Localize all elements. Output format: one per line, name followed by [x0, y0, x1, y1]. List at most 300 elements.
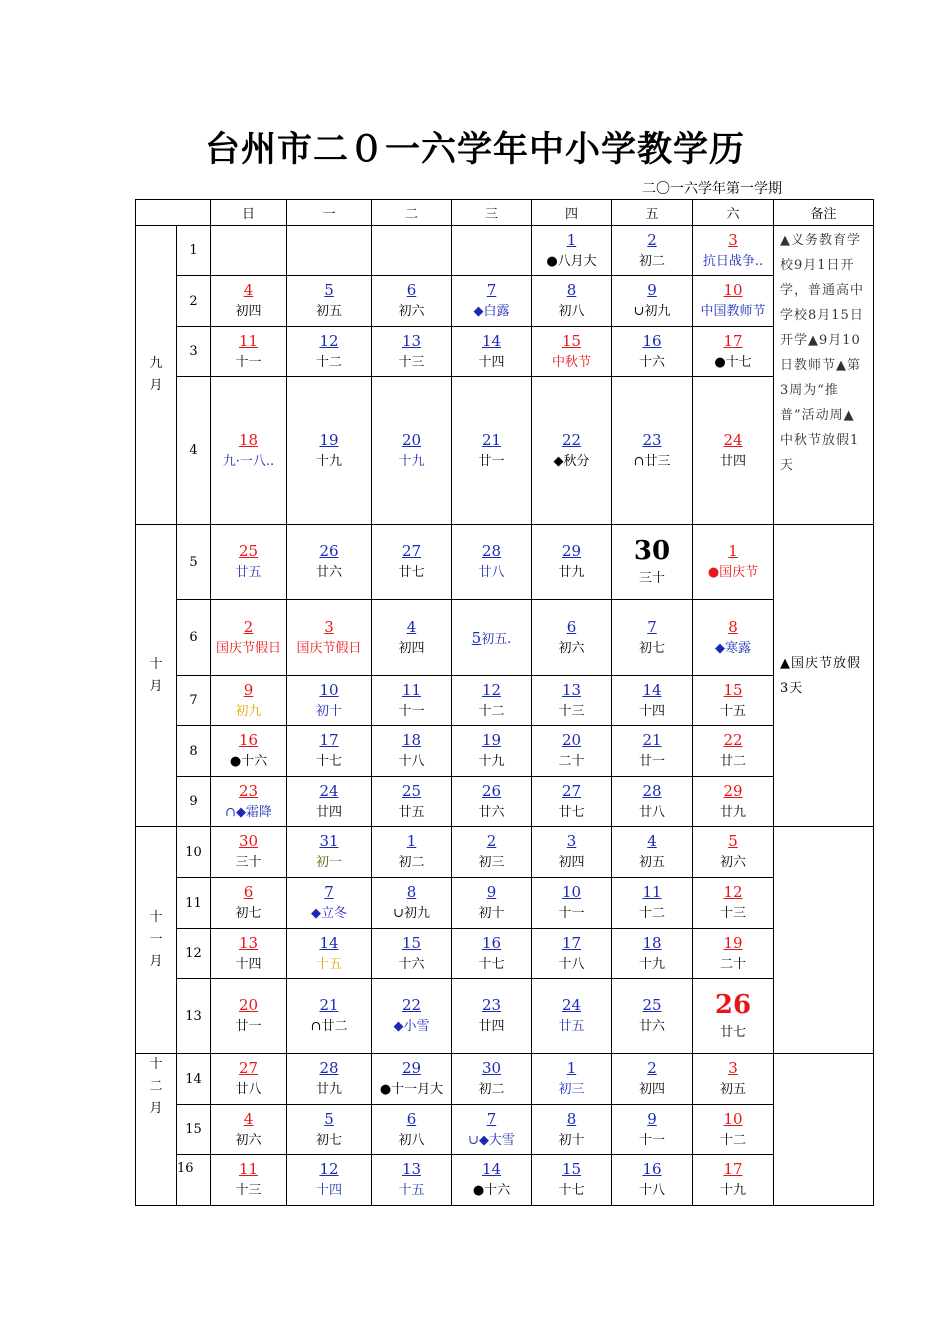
- day-cell[interactable]: [532, 929, 612, 979]
- date-number[interactable]: 9: [243, 680, 254, 699]
- lunar-date: 初十: [478, 906, 505, 921]
- date-number[interactable]: 31: [319, 832, 339, 850]
- date-number[interactable]: 3: [728, 1059, 738, 1077]
- lunar-date: 十二: [315, 354, 342, 370]
- lunar-date: 廿七: [719, 1025, 746, 1040]
- header-row: [136, 200, 874, 226]
- date-number[interactable]: 2: [647, 1059, 657, 1077]
- date-number[interactable]: 16: [642, 331, 662, 350]
- day-cell[interactable]: [452, 827, 532, 878]
- week-number: 1: [177, 226, 211, 276]
- lunar-date: 十八: [398, 754, 425, 769]
- day-cell[interactable]: [372, 377, 452, 525]
- date-number[interactable]: 24: [723, 430, 743, 449]
- day-cell[interactable]: [211, 777, 287, 827]
- weekday-header: 四: [532, 200, 612, 226]
- day-cell[interactable]: [372, 525, 452, 600]
- day-cell[interactable]: [612, 929, 693, 979]
- day-cell[interactable]: [532, 979, 612, 1054]
- day-cell[interactable]: [693, 979, 774, 1054]
- week-number: 4: [177, 377, 211, 525]
- date-number[interactable]: 5: [471, 629, 482, 647]
- day-cell[interactable]: [452, 726, 532, 777]
- date-number[interactable]: 20: [561, 731, 582, 749]
- day-cell[interactable]: [532, 676, 612, 726]
- lunar-date: 初九: [235, 703, 262, 719]
- day-cell[interactable]: [287, 979, 372, 1054]
- day-cell[interactable]: [532, 1155, 612, 1206]
- day-cell[interactable]: [693, 676, 774, 726]
- lunar-date: 十八: [558, 956, 585, 972]
- week-number: 8: [177, 726, 211, 777]
- date-number[interactable]: 14: [481, 1160, 502, 1178]
- date-number[interactable]: 23: [642, 430, 662, 449]
- day-cell[interactable]: [287, 878, 372, 929]
- notes-header: 备注: [774, 200, 874, 226]
- day-cell[interactable]: [612, 600, 693, 676]
- lunar-date: 十六: [638, 354, 665, 370]
- lunar-date: 十九: [638, 956, 665, 972]
- lunar-date: 十一: [398, 703, 425, 719]
- day-cell[interactable]: [287, 726, 372, 777]
- weekday-header: 日: [211, 200, 287, 226]
- date-number[interactable]: 19: [723, 933, 743, 952]
- date-number[interactable]: 21: [642, 731, 662, 749]
- day-cell[interactable]: [211, 929, 287, 979]
- notes-cell: [774, 827, 874, 1054]
- day-cell[interactable]: [211, 726, 287, 777]
- date-number[interactable]: 25: [401, 781, 422, 800]
- lunar-date: ◆秋分: [553, 453, 590, 469]
- lunar-date: 国庆节假日: [215, 640, 281, 656]
- date-number[interactable]: 13: [561, 680, 582, 699]
- date-number[interactable]: 4: [243, 281, 254, 299]
- day-cell[interactable]: [452, 878, 532, 929]
- date-number[interactable]: 24: [319, 781, 339, 800]
- date-number[interactable]: 14: [319, 933, 339, 952]
- date-number[interactable]: 10: [561, 883, 582, 901]
- date-number[interactable]: 5: [324, 1109, 334, 1128]
- date-number[interactable]: 23: [238, 781, 259, 800]
- date-number[interactable]: 8: [406, 883, 417, 901]
- day-cell[interactable]: [532, 525, 612, 600]
- day-cell[interactable]: [612, 979, 693, 1054]
- lunar-date: ◆小雪: [393, 1019, 430, 1034]
- date-number[interactable]: 15: [561, 331, 582, 350]
- date-number[interactable]: 8: [728, 617, 738, 636]
- date-number[interactable]: 3: [324, 617, 334, 636]
- day-cell[interactable]: [452, 525, 532, 600]
- lunar-date: 十七: [315, 754, 342, 769]
- date-number[interactable]: 1: [566, 230, 577, 249]
- date-number[interactable]: 17: [561, 933, 582, 952]
- date-number[interactable]: 9: [486, 883, 497, 901]
- date-number[interactable]: 14: [481, 331, 502, 350]
- date-number[interactable]: 17: [723, 1160, 743, 1178]
- month-label: 十 二 月: [136, 1054, 177, 1206]
- day-cell[interactable]: [372, 1054, 452, 1105]
- date-number[interactable]: 20: [401, 430, 422, 449]
- week-number: 10: [177, 827, 211, 878]
- date-number[interactable]: 10: [319, 680, 339, 699]
- date-number[interactable]: 28: [481, 542, 502, 560]
- day-cell[interactable]: [372, 777, 452, 827]
- week-number: 15: [177, 1105, 211, 1155]
- semester-label: 二〇一六学年第一学期: [642, 181, 782, 197]
- lunar-date: ∩廿二: [310, 1019, 348, 1034]
- day-cell[interactable]: [612, 276, 693, 327]
- lunar-date: 廿六: [478, 804, 505, 820]
- lunar-date: 廿八: [478, 565, 505, 580]
- day-cell: [211, 226, 287, 276]
- lunar-date: ∪初九: [393, 906, 430, 921]
- day-cell[interactable]: [372, 878, 452, 929]
- date-number[interactable]: 10: [723, 281, 743, 299]
- date-number[interactable]: 13: [401, 1160, 422, 1178]
- lunar-date: 十一: [558, 906, 585, 921]
- lunar-date: 初十: [315, 703, 342, 719]
- date-number[interactable]: 22: [561, 430, 582, 449]
- lunar-date: 十六: [398, 956, 425, 972]
- day-cell[interactable]: [693, 327, 774, 377]
- lunar-date: 廿一: [478, 453, 505, 469]
- day-cell[interactable]: [452, 1105, 532, 1155]
- date-number[interactable]: 13: [238, 933, 259, 952]
- date-number[interactable]: 25: [238, 542, 259, 560]
- date-number[interactable]: 16: [642, 1160, 662, 1178]
- date-number[interactable]: 19: [319, 430, 339, 449]
- day-cell[interactable]: [211, 1155, 287, 1206]
- lunar-date: 二十: [558, 754, 585, 769]
- date-number[interactable]: 18: [401, 731, 422, 749]
- day-cell[interactable]: [612, 777, 693, 827]
- day-cell[interactable]: [287, 377, 372, 525]
- day-cell[interactable]: [532, 726, 612, 777]
- day-cell[interactable]: [612, 726, 693, 777]
- date-number[interactable]: 2: [243, 617, 254, 636]
- date-number[interactable]: 18: [238, 430, 259, 449]
- date-number[interactable]: 28: [642, 781, 662, 800]
- date-number[interactable]: 3: [566, 832, 577, 850]
- day-cell[interactable]: [693, 226, 774, 276]
- day-cell[interactable]: [532, 827, 612, 878]
- weekday-header: 三: [452, 200, 532, 226]
- day-cell[interactable]: [532, 600, 612, 676]
- date-number[interactable]: 9: [647, 1109, 657, 1128]
- date-number[interactable]: 15: [561, 1160, 582, 1178]
- date-number[interactable]: 28: [319, 1059, 339, 1077]
- date-number[interactable]: 6: [566, 617, 577, 636]
- lunar-date: 初六: [558, 640, 585, 656]
- day-cell[interactable]: [612, 676, 693, 726]
- date-number[interactable]: 20: [238, 996, 259, 1014]
- date-number[interactable]: 26: [481, 781, 502, 800]
- day-cell[interactable]: [452, 929, 532, 979]
- date-number[interactable]: 6: [243, 883, 254, 901]
- date-number[interactable]: 8: [566, 281, 577, 299]
- week-row: [136, 226, 874, 276]
- lunar-date: ●八月大: [546, 253, 597, 269]
- lunar-date: 初三: [478, 855, 505, 870]
- week-number: 12: [177, 929, 211, 979]
- day-cell[interactable]: [693, 777, 774, 827]
- lunar-date: 中秋节: [551, 354, 591, 370]
- lunar-date: 廿七: [558, 804, 585, 820]
- day-cell[interactable]: [612, 827, 693, 878]
- day-cell[interactable]: [452, 377, 532, 525]
- day-cell[interactable]: [211, 979, 287, 1054]
- week-number: 7: [177, 676, 211, 726]
- date-number[interactable]: 7: [647, 617, 657, 636]
- date-number[interactable]: 13: [401, 331, 422, 350]
- date-number[interactable]: 12: [481, 680, 502, 699]
- date-number[interactable]: 27: [561, 781, 582, 800]
- week-row: [136, 327, 874, 377]
- day-cell[interactable]: [287, 1155, 372, 1206]
- date-number[interactable]: 11: [238, 331, 259, 350]
- day-cell[interactable]: [452, 276, 532, 327]
- lunar-date: 三十: [638, 571, 665, 586]
- day-cell[interactable]: [693, 827, 774, 878]
- day-cell[interactable]: [287, 827, 372, 878]
- date-number[interactable]: 12: [319, 1160, 339, 1178]
- day-cell[interactable]: [693, 1105, 774, 1155]
- day-cell[interactable]: [532, 777, 612, 827]
- date-number[interactable]: 16: [481, 933, 502, 952]
- day-cell[interactable]: [452, 676, 532, 726]
- day-cell[interactable]: [372, 827, 452, 878]
- date-number[interactable]: 12: [319, 331, 339, 350]
- date-number[interactable]: 27: [238, 1059, 259, 1077]
- week-row: [136, 1155, 874, 1206]
- lunar-date: 廿六: [315, 565, 342, 580]
- day-cell[interactable]: [372, 1155, 452, 1206]
- lunar-date: 初五: [719, 1082, 746, 1097]
- day-cell[interactable]: [211, 600, 287, 676]
- day-cell[interactable]: [612, 525, 693, 600]
- date-number[interactable]: 18: [642, 933, 662, 952]
- lunar-date: 初八: [398, 1132, 425, 1148]
- date-number[interactable]: 15: [401, 933, 422, 952]
- day-cell[interactable]: [452, 979, 532, 1054]
- date-number[interactable]: 7: [486, 1109, 497, 1128]
- week-row: [136, 1054, 874, 1105]
- day-cell[interactable]: [372, 327, 452, 377]
- lunar-date: 初四: [638, 1082, 665, 1097]
- date-number[interactable]: 7: [486, 281, 497, 299]
- date-number[interactable]: 4: [647, 832, 657, 850]
- week-number: 5: [177, 525, 211, 600]
- day-cell[interactable]: [693, 377, 774, 525]
- lunar-date: 初五: [315, 304, 342, 319]
- week-number: 9: [177, 777, 211, 827]
- day-cell[interactable]: [372, 726, 452, 777]
- month-label: 十 月: [136, 525, 177, 827]
- lunar-date: 十五: [315, 956, 342, 972]
- lunar-date: 廿九: [315, 1082, 342, 1097]
- day-cell[interactable]: [211, 276, 287, 327]
- day-cell[interactable]: [532, 1054, 612, 1105]
- day-cell[interactable]: [287, 676, 372, 726]
- lunar-date: ●国庆节: [707, 565, 759, 580]
- day-cell[interactable]: [372, 600, 452, 676]
- day-cell[interactable]: [532, 878, 612, 929]
- date-number[interactable]: 14: [642, 680, 662, 699]
- date-number[interactable]: 11: [642, 883, 662, 901]
- day-cell[interactable]: [693, 878, 774, 929]
- date-number[interactable]: 22: [723, 731, 743, 749]
- day-cell[interactable]: [693, 1054, 774, 1105]
- day-cell[interactable]: [287, 1105, 372, 1155]
- week-row: [136, 1105, 874, 1155]
- calendar-table: [135, 199, 874, 1206]
- date-number[interactable]: 30: [238, 832, 259, 850]
- lunar-date: 十二: [719, 1132, 746, 1148]
- date-number[interactable]: 30: [633, 536, 671, 566]
- day-cell[interactable]: [693, 525, 774, 600]
- day-cell[interactable]: [452, 327, 532, 377]
- weekday-header: 六: [693, 200, 774, 226]
- day-cell[interactable]: [287, 327, 372, 377]
- date-number[interactable]: 3: [728, 230, 738, 249]
- date-number[interactable]: 2: [647, 230, 657, 249]
- date-number[interactable]: 5: [324, 281, 334, 299]
- date-number[interactable]: 1: [566, 1059, 577, 1077]
- date-number[interactable]: 7: [324, 883, 334, 901]
- lunar-date: 廿四: [478, 1019, 505, 1034]
- lunar-date: 初二: [478, 1082, 505, 1097]
- day-cell[interactable]: [532, 327, 612, 377]
- date-number[interactable]: 24: [561, 996, 582, 1014]
- day-cell[interactable]: [372, 929, 452, 979]
- day-cell[interactable]: [532, 226, 612, 276]
- date-number[interactable]: 26: [319, 542, 339, 560]
- day-cell[interactable]: [211, 525, 287, 600]
- day-cell[interactable]: [612, 377, 693, 525]
- day-cell[interactable]: [452, 1155, 532, 1206]
- day-cell[interactable]: [693, 276, 774, 327]
- date-number[interactable]: 1: [406, 832, 417, 850]
- day-cell[interactable]: [211, 377, 287, 525]
- date-number[interactable]: 17: [319, 731, 339, 749]
- date-number[interactable]: 23: [481, 996, 502, 1014]
- day-cell[interactable]: [532, 276, 612, 327]
- day-cell[interactable]: [532, 377, 612, 525]
- lunar-date: 初四: [558, 855, 585, 870]
- day-cell[interactable]: [693, 726, 774, 777]
- date-number[interactable]: 4: [406, 617, 417, 636]
- day-cell[interactable]: [211, 676, 287, 726]
- date-number[interactable]: 6: [406, 281, 417, 299]
- date-number[interactable]: 15: [723, 680, 743, 699]
- lunar-date: 廿四: [315, 804, 342, 820]
- day-cell[interactable]: [693, 600, 774, 676]
- lunar-date: ●十一月大: [379, 1082, 444, 1097]
- date-number[interactable]: 5: [728, 832, 738, 850]
- date-number[interactable]: 29: [401, 1059, 422, 1077]
- day-cell[interactable]: [372, 1105, 452, 1155]
- date-number[interactable]: 25: [642, 996, 662, 1014]
- date-number[interactable]: 16: [238, 731, 259, 749]
- date-number[interactable]: 27: [401, 542, 422, 560]
- day-cell[interactable]: [452, 1054, 532, 1105]
- day-cell[interactable]: [693, 929, 774, 979]
- day-cell[interactable]: [287, 600, 372, 676]
- date-number[interactable]: 1: [728, 542, 738, 560]
- date-number[interactable]: 12: [723, 883, 743, 901]
- day-cell[interactable]: [612, 226, 693, 276]
- day-cell[interactable]: [211, 1105, 287, 1155]
- day-cell[interactable]: [372, 979, 452, 1054]
- lunar-date: 初七: [638, 640, 665, 656]
- date-number[interactable]: 10: [723, 1109, 743, 1128]
- day-cell[interactable]: [532, 1105, 612, 1155]
- day-cell[interactable]: [372, 276, 452, 327]
- day-cell[interactable]: [287, 1054, 372, 1105]
- day-cell[interactable]: [287, 777, 372, 827]
- date-number[interactable]: 29: [723, 781, 743, 800]
- date-number[interactable]: 26: [714, 990, 752, 1020]
- lunar-date: 廿四: [719, 453, 746, 469]
- day-cell[interactable]: [287, 929, 372, 979]
- date-number[interactable]: 29: [561, 542, 582, 560]
- week-number: 14: [177, 1054, 211, 1105]
- date-number[interactable]: 2: [486, 832, 497, 850]
- day-cell[interactable]: [452, 600, 532, 676]
- day-cell[interactable]: [211, 878, 287, 929]
- lunar-date: 廿八: [638, 804, 665, 820]
- date-number[interactable]: 4: [243, 1109, 254, 1128]
- week-number: 6: [177, 600, 211, 676]
- day-cell[interactable]: [211, 1054, 287, 1105]
- lunar-date: ◆寒露: [715, 640, 751, 656]
- date-number[interactable]: 17: [723, 331, 743, 350]
- date-number[interactable]: 8: [566, 1109, 577, 1128]
- week-row: [136, 929, 874, 979]
- date-number[interactable]: 11: [238, 1160, 259, 1178]
- lunar-date: 廿九: [719, 804, 746, 820]
- lunar-date: 十五: [398, 1183, 425, 1198]
- lunar-date: 廿一: [638, 754, 665, 769]
- day-cell[interactable]: [612, 1105, 693, 1155]
- lunar-date: ●十六: [229, 754, 268, 769]
- lunar-date: 初二: [638, 253, 665, 269]
- day-cell[interactable]: [211, 827, 287, 878]
- date-number[interactable]: 9: [647, 281, 657, 299]
- day-cell[interactable]: [612, 327, 693, 377]
- day-cell[interactable]: [211, 327, 287, 377]
- day-cell[interactable]: [452, 777, 532, 827]
- date-number[interactable]: 19: [481, 731, 502, 749]
- lunar-date: 十三: [719, 906, 746, 921]
- date-number[interactable]: 6: [406, 1109, 417, 1128]
- day-cell[interactable]: [287, 276, 372, 327]
- day-cell[interactable]: [612, 1054, 693, 1105]
- lunar-date: ∩廿三: [633, 453, 671, 469]
- date-number[interactable]: 22: [401, 996, 422, 1014]
- day-cell[interactable]: [287, 525, 372, 600]
- date-number[interactable]: 21: [481, 430, 502, 449]
- day-cell: [452, 226, 532, 276]
- day-cell[interactable]: [372, 676, 452, 726]
- date-number[interactable]: 30: [481, 1059, 502, 1077]
- day-cell[interactable]: [693, 1155, 774, 1206]
- day-cell[interactable]: [612, 1155, 693, 1206]
- lunar-date: 廿六: [638, 1019, 665, 1034]
- day-cell[interactable]: [612, 878, 693, 929]
- date-number[interactable]: 11: [401, 680, 422, 699]
- date-number[interactable]: 21: [319, 996, 339, 1014]
